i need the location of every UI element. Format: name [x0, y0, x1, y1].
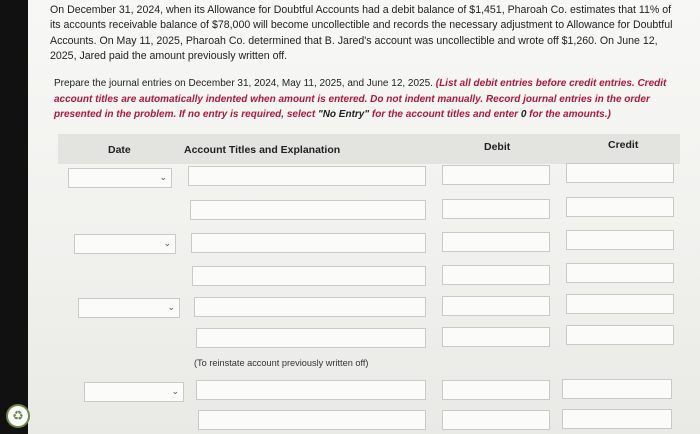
- date-header: Date: [108, 144, 131, 156]
- recycle-icon[interactable]: ♻: [6, 404, 30, 428]
- account-title-input[interactable]: [190, 200, 426, 220]
- chevron-down-icon: ⌄: [167, 302, 175, 312]
- debit-header: Debit: [484, 141, 511, 153]
- debit-input[interactable]: [442, 380, 550, 400]
- date-select[interactable]: [78, 298, 180, 318]
- credit-input[interactable]: [562, 409, 672, 429]
- credit-input[interactable]: [562, 379, 672, 399]
- chevron-down-icon: ⌄: [159, 172, 167, 182]
- credit-input[interactable]: [566, 294, 674, 314]
- credit-input[interactable]: [566, 263, 674, 283]
- debit-input[interactable]: [442, 232, 550, 252]
- debit-input[interactable]: [442, 327, 550, 347]
- account-title-input[interactable]: [194, 297, 426, 317]
- account-title-input[interactable]: [196, 328, 426, 348]
- account-title-input[interactable]: [191, 233, 426, 253]
- chevron-down-icon: ⌄: [163, 238, 171, 248]
- account-header: Account Titles and Explanation: [184, 144, 341, 156]
- credit-header: Credit: [608, 139, 639, 151]
- credit-input[interactable]: [566, 163, 674, 183]
- account-title-input[interactable]: [188, 166, 426, 186]
- credit-input[interactable]: [566, 230, 674, 250]
- date-select[interactable]: [68, 168, 172, 188]
- debit-input[interactable]: [442, 410, 550, 430]
- credit-input[interactable]: [566, 325, 674, 345]
- account-title-input[interactable]: [198, 410, 426, 430]
- account-title-input[interactable]: [192, 266, 426, 286]
- chevron-down-icon: ⌄: [171, 386, 179, 396]
- problem-sheet: [28, 0, 700, 434]
- debit-input[interactable]: [442, 265, 550, 285]
- instructions: [54, 76, 674, 123]
- credit-input[interactable]: [566, 197, 674, 217]
- reinstate-note: (To reinstate account previously written off): [194, 358, 369, 368]
- journal-table-header: [58, 134, 680, 164]
- debit-input[interactable]: [442, 296, 550, 316]
- debit-input[interactable]: [442, 165, 550, 185]
- date-select[interactable]: [84, 382, 184, 402]
- debit-input[interactable]: [442, 199, 550, 219]
- date-select[interactable]: [74, 234, 176, 254]
- instructions-lead: Prepare the journal entries on December 31, 2024, May 11, 2025, and June 12, 2025.: [54, 78, 436, 89]
- account-title-input[interactable]: [196, 380, 426, 400]
- problem-statement: On December 31, 2024, when its Allowance for Doubtful Accounts had a debit balance of $1,451, Pharoah Co. estimates that 11% of its accounts receivable balance of $78,000 will become uncollectible and records the necessary adjustment to Allowance for Doubtful Accounts. On May 11, 2025, Pharoah Co. determined that B. Jared's account was uncollectible and wrote off $1,260. On June 12, 2025, Jared paid the amount previously written off.: [50, 4, 673, 63]
- instructions-italic: (List all debit entries before credit entries. Credit account titles are automatically indented when amount is entered. Do not indent manually. Record journal entries in the order presented in the problem. If no entry is required, select "No Entry" for the account titles and enter 0 for the amounts.): [54, 78, 667, 121]
